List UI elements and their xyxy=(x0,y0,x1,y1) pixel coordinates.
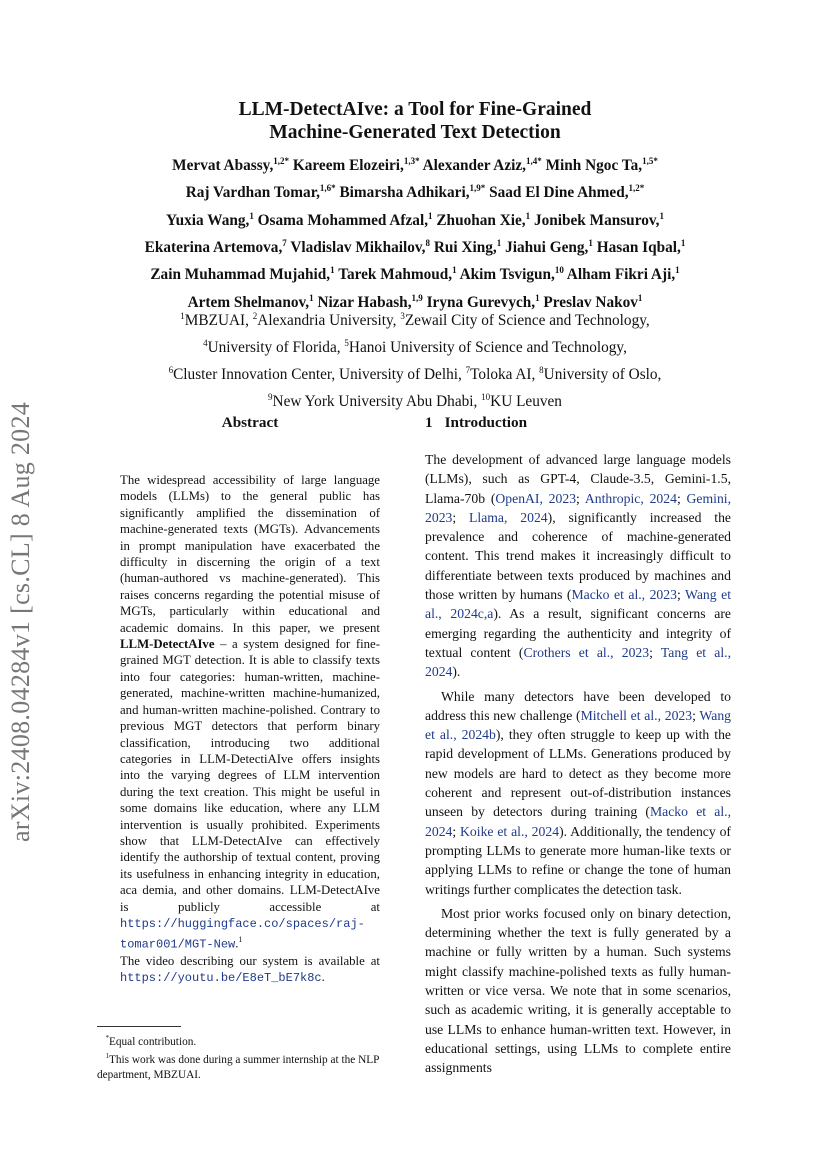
huggingface-space-link[interactable]: https://huggingface.co/spaces/raj-tomar001/MGT-New xyxy=(120,916,365,952)
citation-link[interactable]: OpenAI, 2023 xyxy=(495,490,577,506)
author-name: Nizar Habash, xyxy=(317,293,412,311)
citation-link[interactable]: Llama, 2024 xyxy=(469,509,548,525)
paragraph-text: ), significantly increased the prevalence and coherence of machine-generated content. This trend makes it increasingly difficult to differentiate between texts produced by machines and those written by humans ( xyxy=(425,509,731,603)
section-title: Introduction xyxy=(444,414,528,431)
author-affiliation-mark: 7 xyxy=(282,237,287,248)
abstract-text-part-1: The widespread accessibility of large language models (LLMs) to the general public has significantly amplified the dissemination of machine-generated texts (MGTs). Advancements in prompt manipulation have exacerbated the difficulty in discerning the origin of a text (human-authored vs machine-generated). This raises concerns regarding the potential misuse of MGTs, particularly within educational and academic domains. In this paper, we present xyxy=(120,473,380,635)
affiliation-name: Toloka AI, xyxy=(470,366,540,384)
tool-name: LLM-DetectAIve xyxy=(120,637,215,652)
affiliation-line xyxy=(95,359,735,386)
affiliation-mark: 1 xyxy=(180,311,185,321)
paragraph-text: Most prior works focused only on binary detection, determining whether the text is fully generated by a machine or fully written by a human. Such systems might classify machine-polished texts as fully human-written or vice versa. We note that in some scenarios, such as academic writing, it is generally acceptable to use LLMs to enhance human-written text. However, in educational settings, using LLMs to complete entire assignments xyxy=(425,905,731,1076)
author-list xyxy=(95,150,735,314)
author xyxy=(145,239,287,256)
affiliation-name: KU Leuven xyxy=(490,393,562,411)
author xyxy=(339,184,485,201)
author-name: Zain Muhammad Mujahid, xyxy=(150,266,331,284)
author-name: Mervat Abassy, xyxy=(172,157,274,175)
footnote-divider xyxy=(97,1026,181,1027)
affiliation-name: New York University Abu Dhabi, xyxy=(272,393,482,411)
author-affiliation-mark: 1 xyxy=(588,237,593,248)
author-name: Yuxia Wang, xyxy=(166,211,250,229)
paragraph-text: While many detectors have been developed to address this new challenge ( xyxy=(425,688,731,723)
citation-link[interactable]: Wang et al., 2024b xyxy=(425,707,732,743)
author xyxy=(546,157,658,174)
affiliation-mark: 6 xyxy=(168,365,174,376)
footnote-text: Equal contribution. xyxy=(108,1035,197,1048)
affiliation-name: Zewail City of Science and Technology, xyxy=(404,312,650,330)
paragraph-text: ; xyxy=(649,644,661,660)
affiliation-name: Hanoi University of Science and Technology, xyxy=(348,339,627,357)
author xyxy=(423,157,542,174)
author-affiliation-mark: 1 xyxy=(525,210,531,221)
footnote-marker: 1 xyxy=(238,935,243,945)
author-affiliation-mark: 8 xyxy=(425,237,430,248)
author-line xyxy=(95,150,735,177)
author-name: Alexander Aziz, xyxy=(422,157,526,175)
abstract-heading: Abstract xyxy=(221,414,279,431)
citation-link[interactable]: Crothers et al., 2023 xyxy=(523,644,650,660)
author-name: Artem Shelmanov, xyxy=(187,293,310,311)
author-name: Zhuohan Xie, xyxy=(436,211,526,229)
author-name: Jonibek Mansurov, xyxy=(533,211,660,229)
affiliation-mark: 7 xyxy=(465,365,471,376)
author xyxy=(534,212,664,229)
author xyxy=(258,212,433,229)
author-name: Osama Mohammed Afzal, xyxy=(257,211,429,229)
author-name: Iryna Gurevych, xyxy=(426,293,536,311)
affiliation-line xyxy=(95,386,735,413)
author-name: Raj Vardhan Tomar, xyxy=(185,184,320,202)
footnote-mark: 1 xyxy=(105,1052,109,1061)
author-name: Ekaterina Artemova, xyxy=(144,238,283,256)
author-affiliation-mark: 1,3* xyxy=(403,156,420,166)
author xyxy=(434,239,501,256)
affiliation-mark: 9 xyxy=(268,392,273,403)
affiliation-mark: 5 xyxy=(344,338,349,349)
paragraph-text: ; xyxy=(576,490,585,506)
citation-link[interactable]: Macko et al., 2023 xyxy=(571,587,677,603)
author xyxy=(172,157,289,174)
affiliation-list xyxy=(95,305,735,413)
paragraph-text: ), they often struggle to keep up with the rapid development of LLMs. Generations produced by new models are hard to detect as they become more coherent and represent out-of-distribution instances unseen by detectors during training ( xyxy=(425,727,731,820)
footnote xyxy=(97,1031,405,1049)
paragraph xyxy=(425,687,731,899)
affiliation-name: MBZUAI, xyxy=(184,312,253,330)
author-affiliation-mark: 1 xyxy=(675,265,680,276)
paragraph-text: ). As a result, significant concerns are emerging regarding the authenticity and integrity of textual content ( xyxy=(425,606,731,660)
author xyxy=(293,157,420,174)
author-name: Jiahui Geng, xyxy=(505,238,589,256)
author-line xyxy=(95,177,735,204)
author-affiliation-mark: 1 xyxy=(680,237,686,248)
author-affiliation-mark: 1,2* xyxy=(628,183,645,194)
author xyxy=(567,266,680,283)
affiliation-name: University of Florida, xyxy=(207,339,345,357)
paragraph-text: ; xyxy=(676,490,687,506)
author-name: Minh Ngoc Ta, xyxy=(545,157,643,175)
author-line xyxy=(95,232,735,259)
abstract-body: The widespread accessibility of large language models (LLMs) to the general public has significantly amplified the dissemination of machine-generated texts (MGTs). Advancements in prompt manipulation have exacerbated the difficulty in discerning the origin of a text (human-authored vs machine-generated). This raises concerns regarding the potential misuse of MGTs, particularly within educational and academic domains. In this paper, we present LLM-DetectAIve – a system designed for fine-grained MGT detection. It is able to classify texts into four categories: human-written, machine-generated, machine-written machine-humanized, and human-written machine-polished. Contrary to previous MGT detectors that perform binary classification, introducing two additional categories in LLM-DetectiAIve offers insights into the varying degrees of LLM intervention during the text creation. This might be useful in some domains like education, where any LLM intervention is usually prohibited. Experiments show that LLM-DetectAIve can effectively identify the authorship of textual content, proving its usefulness in enhancing integrity in education, aca demia, and other domains. LLM-DetectAIve is publicly accessible at https://huggingface.co/spaces/raj-tomar001/MGT-New.$^1$ The video describing our system is available at https://youtu.be/E8eT_bE7k8c. xyxy=(120,473,380,986)
footnotes xyxy=(97,1031,405,1082)
author-affiliation-mark: 1,6* xyxy=(319,183,336,194)
author-name: Akim Tsvigun, xyxy=(459,266,555,284)
author-affiliation-mark: 1,9* xyxy=(469,183,486,194)
paper-title-line-1: LLM-DetectAIve: a Tool for Fine-Grained xyxy=(238,99,592,120)
paragraph-text: ). xyxy=(452,664,461,680)
citation-link[interactable]: Mitchell et al., 2023 xyxy=(580,707,693,723)
author xyxy=(166,212,254,229)
paragraph-text: ; xyxy=(452,509,470,525)
paragraph-text: ; xyxy=(676,587,686,603)
author-line xyxy=(95,205,735,232)
affiliation-name: University of Oslo, xyxy=(543,366,662,384)
author xyxy=(489,184,644,201)
arxiv-identifier-stamp: arXiv:2408.04284v1 [cs.CL] 8 Aug 2024 xyxy=(6,401,35,842)
author-affiliation-mark: 1 xyxy=(496,237,502,248)
affiliation-line xyxy=(95,305,735,332)
affiliation-line xyxy=(95,332,735,359)
author xyxy=(505,239,593,256)
author-affiliation-mark: 1 xyxy=(428,210,433,221)
citation-link[interactable]: Wang et al., 2024c,a xyxy=(425,587,731,622)
author-affiliation-mark: 10 xyxy=(554,265,564,276)
author-name: Preslav Nakov xyxy=(543,293,638,311)
author xyxy=(436,212,530,229)
author-name: Saad El Dine Ahmed, xyxy=(489,184,629,202)
author-affiliation-mark: 1,9 xyxy=(411,292,423,303)
author-affiliation-mark: 1 xyxy=(249,210,254,221)
paragraph-text: The development of advanced large language models (LLMs), such as GPT-4, Claude-3.5, Gemini-1.5, Llama-70b ( xyxy=(425,452,731,506)
introduction-body xyxy=(425,450,731,1083)
citation-link[interactable]: Tang et al., 2024 xyxy=(425,644,731,680)
author-affiliation-mark: 1,2* xyxy=(273,156,290,166)
footnote xyxy=(97,1049,405,1082)
paragraph-text: ). Additionally, the tendency of prompting LLMs to generate more human-like texts or applying LLMs to refine or change the tone of human writings further complicates the detection task. xyxy=(425,823,731,897)
author-affiliation-mark: 1 xyxy=(535,292,540,303)
footnote-text: This work was done during a summer internship at the NLP department, MBZUAI. xyxy=(97,1054,380,1081)
author-affiliation-mark: 1 xyxy=(309,292,314,303)
author-affiliation-mark: 1 xyxy=(637,292,643,303)
abstract-video-text: The video describing our system is available at xyxy=(120,954,380,969)
affiliation-mark: 2 xyxy=(252,311,258,321)
author-name: Rui Xing, xyxy=(433,238,497,256)
author-affiliation-mark: 1 xyxy=(330,265,335,276)
paper-title xyxy=(100,98,730,144)
affiliation-mark: 10 xyxy=(481,392,491,403)
author-affiliation-mark: 1 xyxy=(452,265,457,276)
section-number: 1 xyxy=(425,414,433,431)
author xyxy=(460,266,564,283)
affiliation-name: Alexandria University, xyxy=(257,312,401,330)
citation-link[interactable]: Gemini, 2023 xyxy=(425,490,732,525)
author xyxy=(597,239,686,256)
author xyxy=(150,266,334,283)
author xyxy=(338,266,456,283)
author-name: Tarek Mahmoud, xyxy=(338,266,453,284)
author-affiliation-mark: 1,5* xyxy=(642,156,658,166)
affiliation-mark: 8 xyxy=(539,365,544,376)
author-name: Alham Fikri Aji, xyxy=(566,266,676,284)
author-name: Kareem Elozeiri, xyxy=(292,157,404,175)
paragraph xyxy=(425,904,731,1078)
citation-link[interactable]: Macko et al., 2024 xyxy=(425,804,731,839)
affiliation-name: Cluster Innovation Center, University of Delhi, xyxy=(173,366,466,384)
author-name: Hasan Iqbal, xyxy=(596,238,681,256)
paragraph-text: ; xyxy=(692,707,700,723)
author-affiliation-mark: 1 xyxy=(659,210,664,221)
section-heading-introduction xyxy=(425,414,527,432)
paper-title-line-2: Machine-Generated Text Detection xyxy=(269,122,561,143)
paragraph xyxy=(425,450,731,682)
affiliation-mark: 4 xyxy=(203,338,208,349)
author-line xyxy=(95,259,735,286)
citation-link[interactable]: Anthropic, 2024 xyxy=(584,490,677,506)
citation-link[interactable]: Koike et al., 2024 xyxy=(460,823,560,839)
author-name: Bimarsha Adhikari, xyxy=(339,184,470,202)
footnote-mark: * xyxy=(105,1034,109,1042)
author xyxy=(290,239,430,256)
author-name: Vladislav Mikhailov, xyxy=(290,238,426,256)
abstract-text-part-2: – a system designed for fine-grained MGT detection. It is able to classify texts into four categories: human-written, machine-generated, machine-written machine-humanized, and human-written machine-polished. Contrary to previous MGT detectors that perform binary classification, introducing two additional categories in LLM-DetectiAIve offers insights into the varying degrees of LLM intervention during the text creation. This might be useful in some domains like education, where any LLM intervention is usually prohibited. Experiments show that LLM-DetectAIve can effectively identify the authorship of textual content, proving its usefulness in enhancing integrity in education, aca demia, and other domains. LLM-DetectAIve is publicly accessible at xyxy=(120,637,380,914)
author xyxy=(186,184,336,201)
affiliation-mark: 3 xyxy=(400,311,405,321)
paragraph-text: ; xyxy=(452,823,461,839)
author-affiliation-mark: 1,4* xyxy=(526,156,542,166)
video-link[interactable]: https://youtu.be/E8eT_bE7k8c xyxy=(120,971,322,986)
